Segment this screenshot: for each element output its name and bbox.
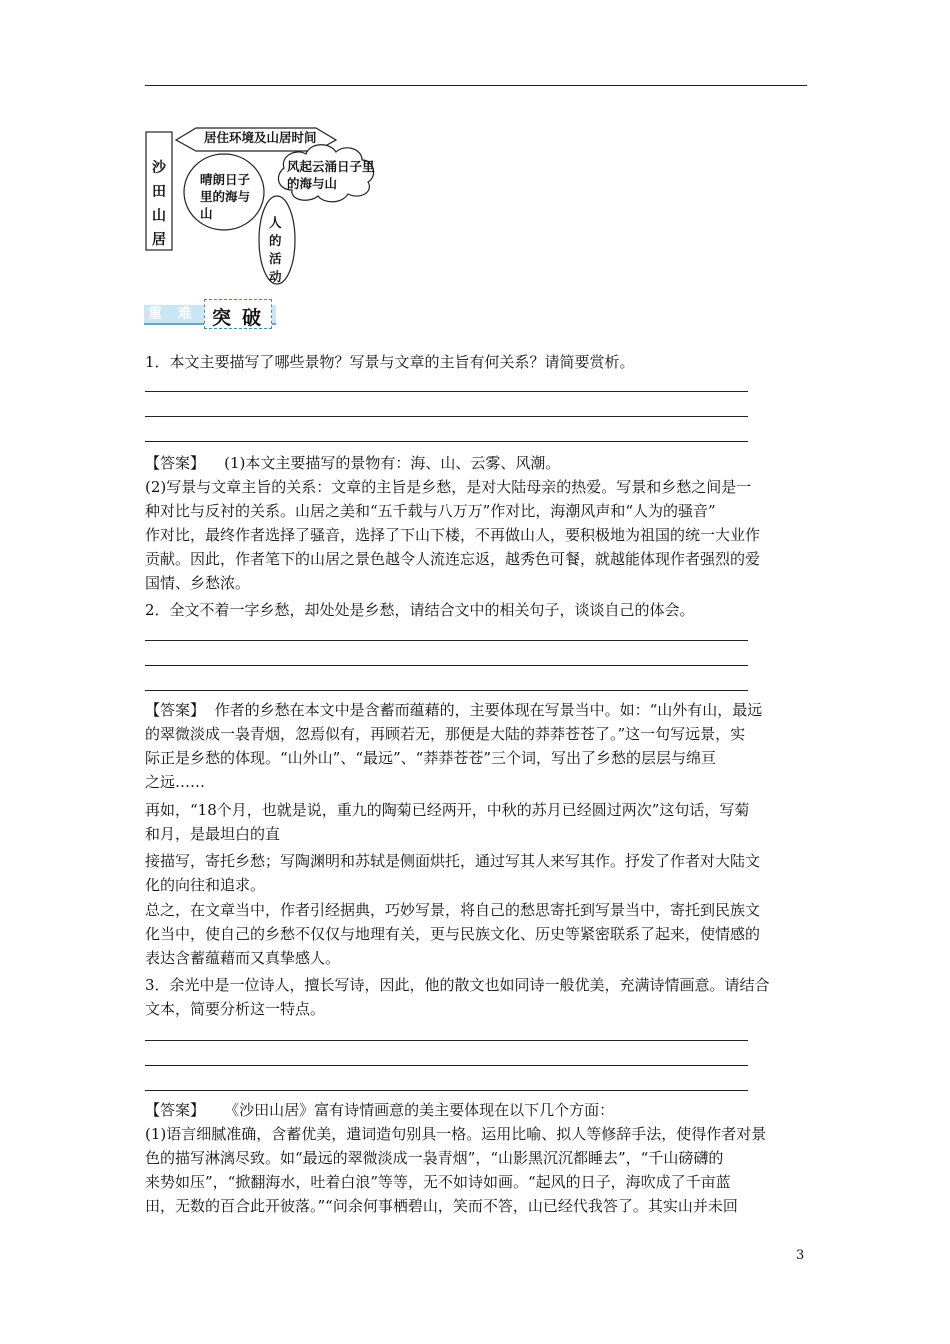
answer-label: 【答案】 [145,701,206,719]
q3-answer-line: 来势如压”，“掀翻海水，吐着白浪”等等，无不如诗如画。“起风的日子，海吹成了千亩蓝 [145,1173,731,1191]
q2-answer-line: 总之，在文章当中，作者引经据典，巧妙写景，将自己的愁思寄托到写景当中，寄托到民族文 [145,901,761,919]
answer-blank-line [145,1065,748,1066]
banner-char-3: 突 [212,307,232,329]
q3-answer-text: 《沙田山居》富有诗情画意的美主要体现在以下几个方面： [224,1101,615,1119]
question-3-line: 文本，简要分析这一特点。 [145,1000,326,1018]
answer-blank-line [145,1090,748,1091]
page-number: 3 [796,1248,805,1263]
q3-answer-line: 田，无数的百合此开彼落。”“问余何事栖碧山，笑而不答，山已经代我答了。其实山并未回 [145,1197,738,1215]
q2-answer-line: 的翠微淡成一袅青烟，忽焉似有，再顾若无，那便是大陆的莽莽苍苍了。”这一句写远景，实 [145,725,746,743]
q2-answer-line: 化的向往和追求。 [145,876,266,894]
question-3-line: 3．余光中是一位诗人，擅长写诗，因此，他的散文也如同诗一般优美，充满诗情画意。请结合 [145,976,770,994]
q1-answer-line: (2)写景与文章主旨的关系：文章的主旨是乡愁，是对大陆母亲的热爱。写景和乡愁之间是一 [145,478,752,496]
q3-answer-line: (1)语言细腻准确，含蓄优美，遣词造句别具一格。运用比喻、拟人等修辞手法，使得作者对景 [145,1125,767,1143]
q3-answer-line-1 [145,1098,810,1122]
q1-answer-line: 作对比，最终作者选择了骚音，选择了下山下楼，不再做山人，要积极地为祖国的统一大业作 [145,526,761,544]
answer-blank-line [145,665,748,666]
banner-char-4: 破 [242,307,262,329]
banner-char-2: 难 [178,306,192,322]
answer-blank-line [145,640,748,641]
q2-answer-line-1 [145,698,810,722]
q1-answer-line: 种对比与反衬的关系。山居之美和“五千载与八万万”作对比，海潮风声和“人为的骚音” [145,502,716,520]
answer-blank-line [145,391,748,392]
q2-answer-line: 和月，是最坦白的直 [145,825,281,843]
q1-answer-text: (1)本文主要描写的景物有：海、山、云雾、风潮。 [224,454,561,472]
answer-label: 【答案】 [145,454,206,472]
banner-char-1: 重 [148,306,162,322]
q1-answer-line: 贡献。因此，作者笔下的山居之景色越令人流连忘返，越秀色可餐，就越能体现作者强烈的爱 [145,550,761,568]
answer-blank-line [145,441,748,442]
header-rule [145,85,807,86]
diagram-title: 沙田山居 [152,160,166,248]
answer-blank-line [145,690,748,691]
answer-label: 【答案】 [145,1101,206,1119]
q1-answer-line: 国情、乡愁浓。 [145,574,251,592]
q1-answer-line-1 [145,451,810,475]
q2-answer-text: 作者的乡愁在本文中是含蓄而蕴藉的，主要体现在写景当中。如：“山外有山，最远 [214,701,763,719]
q2-answer-line: 再如，“18个月，也就是说，重九的陶菊已经两开，中秋的苏月已经圆过两次”这句话，写菊 [145,801,750,819]
q3-answer-line: 色的描写淋漓尽致。如“最远的翠微淡成一袅青烟”，“山影黑沉沉都睡去”，“千山磅礴的 [145,1149,724,1167]
diagram-circle-label: 晴朗日子里的海与山 [200,172,251,221]
question-2: 2．全文不着一字乡愁，却处处是乡愁，请结合文中的相关句子，谈谈自己的体会。 [145,601,695,619]
question-1: 1．本文主要描写了哪些景物？写景与文章的主旨有何关系？请简要赏析。 [145,353,635,371]
q2-answer-line: 际正是乡愁的体现。“山外山”、“最远”、“莽莽苍苍”三个词，写出了乡愁的层层与绵亘 [145,749,717,767]
q2-answer-line: 接描写，寄托乡愁；写陶渊明和苏轼是侧面烘托，通过写其人来写其作。抒发了作者对大陆文 [145,852,761,870]
diagram-cloud-label: 风起云涌日子里的海与山 [287,159,375,191]
q2-answer-line: 化当中，使自己的乡愁不仅仅与地理有关，更与民族文化、历史等紧密联系了起来，使情感的 [145,925,761,943]
diagram-top-label: 居住环境及山居时间 [204,130,317,145]
section-banner [144,299,276,332]
q2-answer-line: 表达含蓄蕴藉而又真挚感人。 [145,949,341,967]
answer-blank-line [145,1040,748,1041]
mind-map-diagram [140,120,400,290]
diagram-oval-label: 人的活动 [269,215,282,284]
q2-answer-line: 之远…… [145,773,206,791]
answer-blank-line [145,416,748,417]
